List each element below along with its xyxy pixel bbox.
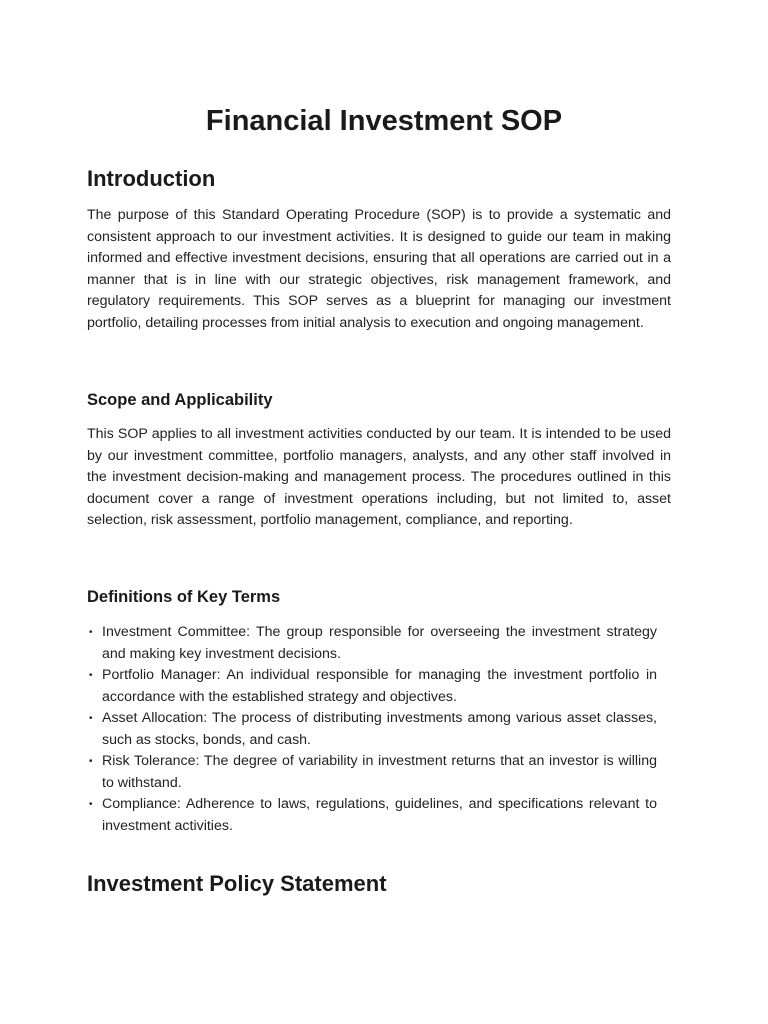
introduction-paragraph: The purpose of this Standard Operating Procedure (SOP) is to provide a systematic and consistent approach to our investment activities. It is designed to guide our team in making informed and effective investment decisions, ensuring that all operations are carried out in a manner that is in line with our strategic objectives, risk management framework, and regulatory requirements. This SOP serves as a blueprint for managing our investment portfolio, detailing processes from initial analysis to execution and ongoing management. [87,207,671,331]
bullet-icon: • [89,713,93,724]
definition-text: Portfolio Manager: An individual responsible for managing the investment portfolio in accordance with the established strategy and objectives. [102,667,657,705]
document-title: Financial Investment SOP [205,105,563,137]
bullet-icon: • [89,670,93,681]
scope-heading: Scope and Applicability [87,391,273,409]
definition-item [89,794,657,837]
definition-item [89,622,657,665]
definition-item [89,665,657,708]
bullet-icon: • [89,799,93,810]
bullet-icon: • [89,627,93,638]
definition-text: Investment Committee: The group responsible for overseeing the investment strategy and making key investment decisions. [102,624,657,662]
policy-heading: Investment Policy Statement [87,871,387,896]
definition-item [89,751,657,794]
definition-text: Risk Tolerance: The degree of variability in investment returns that an investor is willing to withstand. [102,753,657,791]
definitions-heading: Definitions of Key Terms [87,588,281,606]
definition-item [89,708,657,751]
definition-text: Compliance: Adherence to laws, regulations, guidelines, and specifications relevant to investment activities. [102,796,657,834]
scope-paragraph: This SOP applies to all investment activities conducted by our team. It is intended to be used by our investment committee, portfolio managers, analysts, and any other staff involved in the investment decision-making and management process. The procedures outlined in this document cover a range of investment operations including, but not limited to, asset selection, risk assessment, portfolio management, compliance, and reporting. [87,426,671,528]
bullet-icon: • [89,756,93,767]
definition-text: Asset Allocation: The process of distributing investments among various asset classes, such as stocks, bonds, and cash. [102,710,657,748]
introduction-heading: Introduction [87,166,216,191]
definitions-list [89,622,657,837]
